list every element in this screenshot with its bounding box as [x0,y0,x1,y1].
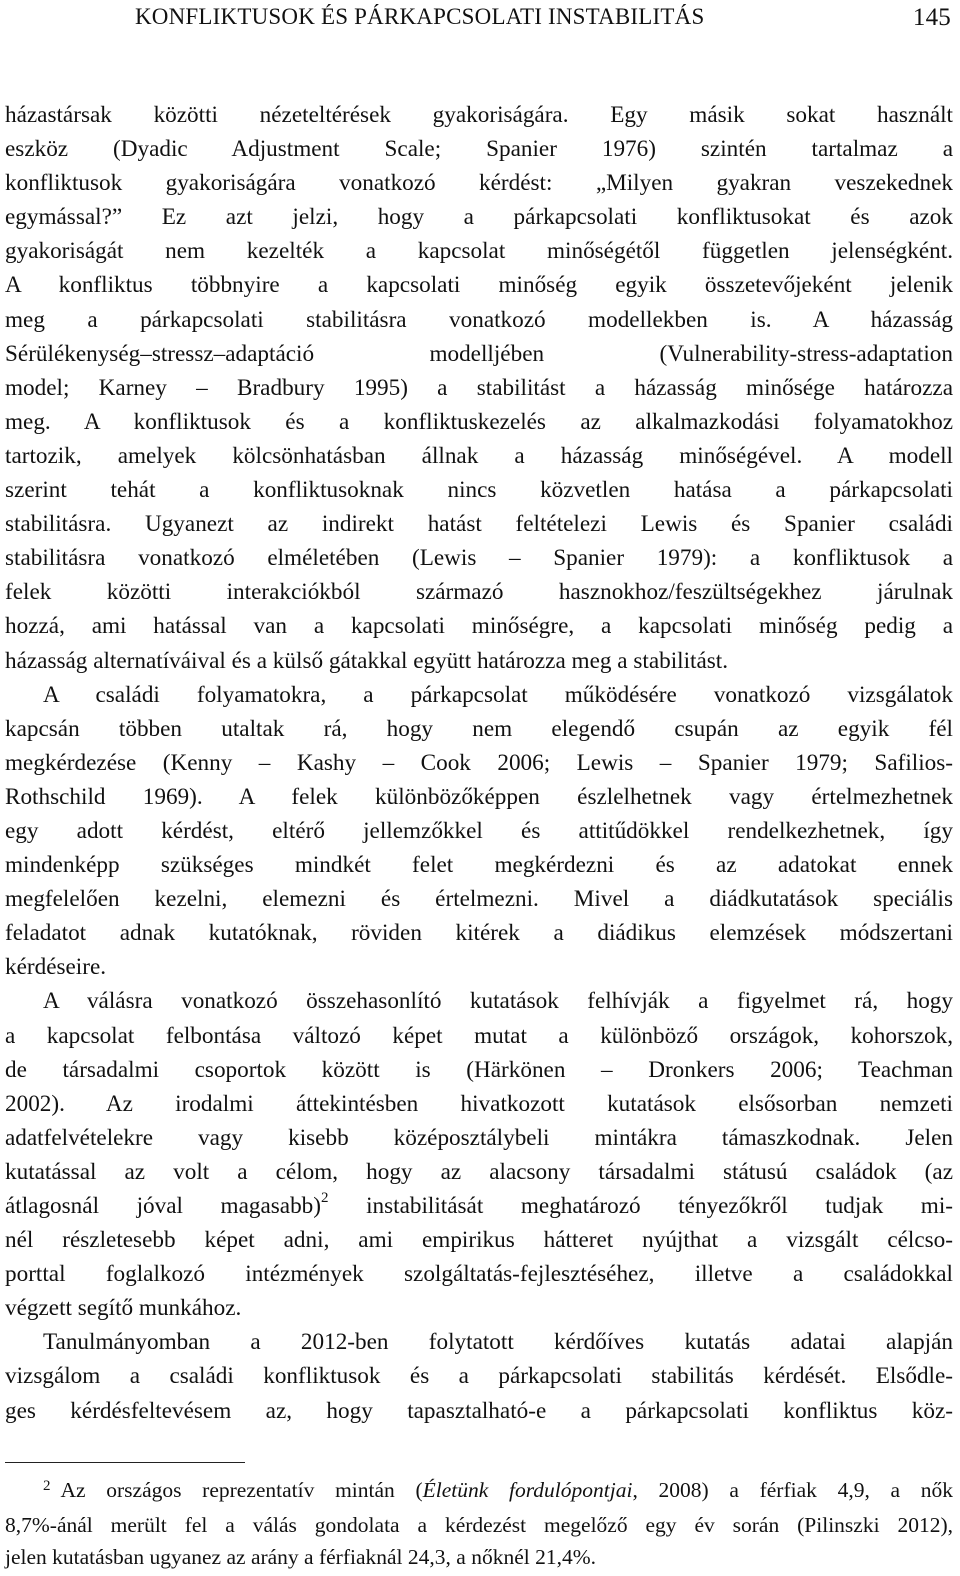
footnote-mark: 2 [43,1478,51,1494]
text-line: végzett segítő munkához. [5,1295,242,1322]
text-line: eszköz (Dyadic Adjustment Scale; Spanier 1976) szintén tartalmaz a [5,136,953,163]
text-line: stabilitásra. Ugyanezt az indirekt hatást feltételezi Lewis és Spanier családi [5,511,953,538]
text-line: kutatással az volt a célom, hogy az alacsony társadalmi státusú családok (az [5,1158,953,1185]
footnote-divider [5,1462,245,1463]
text-fragment: átlagosnál jóval magasabb) [5,1193,321,1219]
document-page [5,0,954,1569]
text-line: A családi folyamatokra, a párkapcsolat működésére vonatkozó vizsgálatok [43,681,953,708]
text-line: egy adott kérdést, eltérő jellemzőkkel és attitűdökkel rendelkezhetnek, így [5,817,953,844]
text-line: ges kérdésfeltevésem az, hogy tapasztalható-e a párkapcsolati konfliktus köz- [5,1397,953,1424]
text-line: meg a párkapcsolati stabilitásra vonatkozó modellekben is. A házasság [5,306,953,333]
text-line: adatfelvételekre vagy kisebb középosztálybeli mintákra támaszkodnak. Jelen [5,1124,953,1151]
text-line: Tanulmányomban a 2012-ben folytatott kérdőíves kutatás adatai alapján [43,1329,953,1356]
text-line: gyakoriságát nem kezelték a kapcsolat minőségétől független jelenségként. [5,238,953,265]
text-line: kérdéseire. [5,954,107,981]
text-line: Sérülékenység–stressz–adaptáció modelljében (Vulnerability-stress-adaptation [5,340,953,367]
text-line: stabilitásra vonatkozó elméletében (Lewis – Spanier 1979): a konfliktusok a [5,545,953,572]
text-line: megkérdezése (Kenny – Kashy – Cook 2006; Lewis – Spanier 1979; Safilios- [5,749,953,776]
text-fragment: instabilitását meghatározó tényezőkről tudjak mi- [328,1193,954,1219]
text-line: kapcsán többen utaltak rá, hogy nem elegendő csupán az egyik fél [5,715,953,742]
text-line: a kapcsolat felbontása változó képet mutat a különböző országok, kohorszok, [5,1022,953,1049]
text-line: Rothschild 1969). A felek különbözőképpen észlelhetnek vagy értelmezhetnek [5,783,953,810]
paragraph-3 [5,984,953,1325]
page-header [5,0,953,52]
text-line: porttal foglalkozó intézmények szolgáltatás-fejlesztéséhez, illetve a családokkal [5,1261,953,1288]
text-line: konfliktusok gyakoriságára vonatkozó kérdést: „Milyen gyakran veszekednek [5,170,953,197]
text-line: vizsgálom a családi konfliktusok és a párkapcsolati stabilitás kérdését. Elsődle- [5,1363,953,1390]
text-line: 2002). Az irodalmi áttekintésben hivatkozott kutatások elsősorban nemzeti [5,1090,953,1117]
text-line: felek közötti interakciókból származó hasznokhoz/feszültségekhez járulnak [5,579,953,606]
italic-title: Életünk fordulópontjai [422,1478,633,1502]
text-line: nél részletesebb képet adni, ami empirikus hátteret nyújthat a vizsgált célcso- [5,1227,953,1254]
text-line: model; Karney – Bradbury 1995) a stabilitást a házasság minősége határozza [5,374,953,401]
body-text [5,98,953,1428]
paragraph-1 [5,98,953,678]
text-fragment: Az országos reprezentatív mintán ( [60,1478,423,1502]
text-line: feladatot adnak kutatóknak, röviden kitérek a diádikus elemzések módszertani [5,920,953,947]
text-line: meg. A konfliktusok és a konfliktuskezelés az alkalmazkodási folyamatokhoz [5,408,953,435]
footnote-line [5,1474,953,1509]
running-title: KONFLIKTUSOK ÉS PÁRKAPCSOLATI INSTABILITÁS [135,4,705,29]
footnote-line: jelen kutatásban ugyanez az arány a férfiaknál 24,3, a nőknél 21,4%. [5,1545,596,1569]
paragraph-4 [5,1325,953,1427]
text-line: házastársak közötti nézeteltérések gyakoriságára. Egy másik sokat használt [5,102,953,128]
text-line: egymással?” Ez azt jelzi, hogy a párkapcsolati konfliktusokat és azok [5,204,953,231]
text-line: házasság alternatíváival és a külső gátakkal együtt határozza meg a stabilitást. [5,647,729,674]
text-line [5,1189,953,1223]
footnote-line: 8,7%-ánál merült fel a válás gondolata a kérdezést megelőző egy év során (Pilinszki 2012), [5,1513,953,1537]
paragraph-2 [5,678,953,985]
text-line: tartozik, amelyek kölcsönhatásban állnak a házasság minőségével. A modell [5,442,953,469]
text-line: megfelelően kezelni, elemezni és értelmezni. Mivel a diádkutatások speciális [5,886,953,913]
text-line: A konfliktus többnyire a kapcsolati minőség egyik összetevőjeként jelenik [5,272,953,299]
text-line: szerint tehát a konfliktusoknak nincs közvetlen hatása a párkapcsolati [5,477,953,504]
text-line: de társadalmi csoportok között is (Härkönen – Dronkers 2006; Teachman [5,1056,953,1083]
text-fragment: , 2008) a férfiak 4,9, a nők [632,1478,953,1502]
footnote [5,1474,953,1573]
text-line: hozzá, ami hatással van a kapcsolati minőségre, a kapcsolati minőség pedig a [5,613,953,640]
text-line: mindenképp szükséges mindkét felet megkérdezni és az adatokat ennek [5,852,953,879]
footnote-reference[interactable]: 2 [321,1190,329,1207]
text-line: A válásra vonatkozó összehasonlító kutatások felhívják a figyelmet rá, hogy [43,988,953,1015]
page-number: 145 [912,4,951,31]
